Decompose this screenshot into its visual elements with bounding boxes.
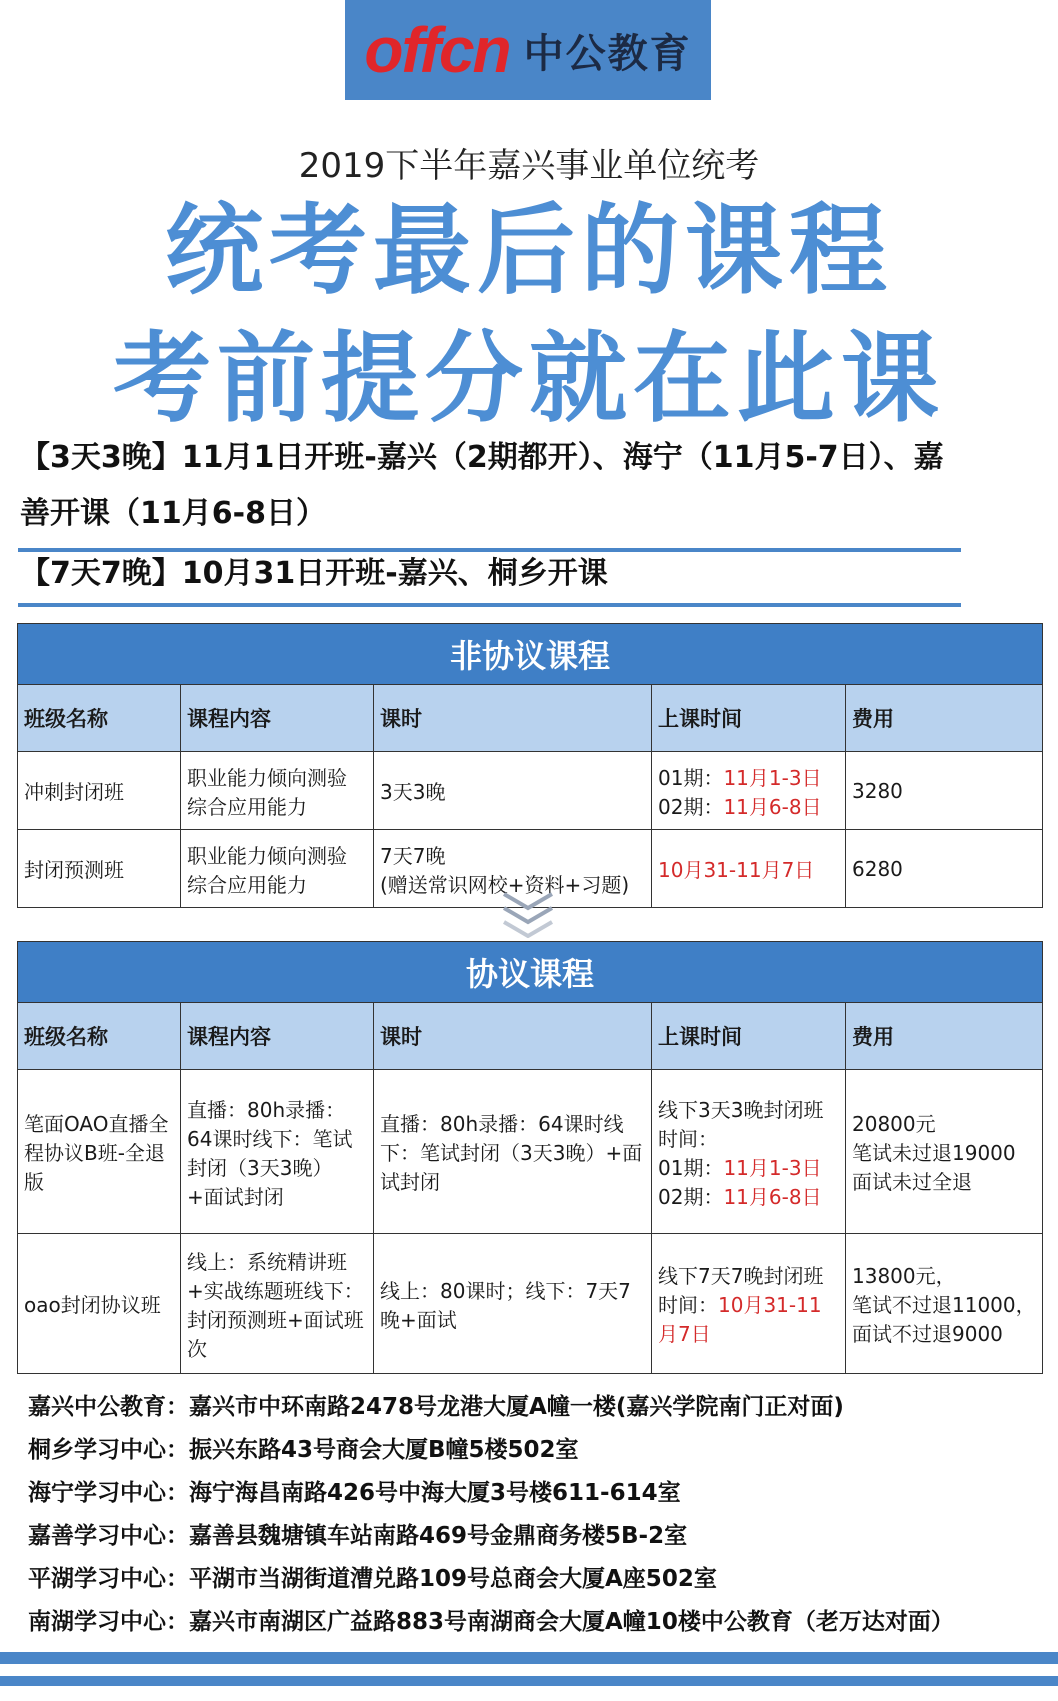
table-title: 协议课程	[18, 942, 1043, 1003]
column-header: 班级名称	[18, 685, 181, 752]
class-time: 01期：11月1-3日 02期：11月6-8日	[652, 752, 846, 830]
column-header: 上课时间	[652, 1003, 846, 1070]
column-header: 费用	[846, 1003, 1043, 1070]
column-header: 班级名称	[18, 1003, 181, 1070]
schedule-3day: 【3天3晚】11月1日开班-嘉兴（2期都开）、海宁（11月5-7日）、嘉善开课（11月6-8日）	[20, 440, 944, 531]
table-row	[18, 1070, 1043, 1234]
column-header: 上课时间	[652, 685, 846, 752]
course-content: 直播：80h录播：64课时线下：笔试封闭（3天3晚）+面试封闭	[181, 1070, 374, 1234]
address-line: 桐乡学习中心：振兴东路43号商会大厦B幢5楼502室	[28, 1437, 579, 1463]
non-agreement-course-table	[17, 623, 1043, 908]
divider	[18, 548, 961, 552]
course-content: 线上：系统精讲班+实战练题班线下：封闭预测班+面试班次	[181, 1234, 374, 1374]
course-fee: 13800元， 笔试不过退11000， 面试不过退9000	[846, 1234, 1043, 1374]
class-time: 10月31-11月7日	[652, 830, 846, 908]
address-line: 海宁学习中心：海宁海昌南路426号中海大厦3号楼611-614室	[28, 1480, 681, 1506]
brand-name: 中公教育	[523, 30, 692, 77]
column-header: 课时	[374, 685, 652, 752]
column-header: 课时	[374, 1003, 652, 1070]
course-content: 职业能力倾向测验 综合应用能力	[181, 830, 374, 908]
footer-bar	[0, 1652, 1058, 1664]
address-line: 嘉兴中公教育：嘉兴市中环南路2478号龙港大厦A幢一楼(嘉兴学院南门正对面)	[28, 1394, 844, 1420]
agreement-course-table	[17, 941, 1043, 1374]
offcn-logo-mark: offcn	[364, 14, 510, 86]
class-name: 冲刺封闭班	[18, 752, 181, 830]
footer-bar	[0, 1676, 1058, 1686]
class-name: 封闭预测班	[18, 830, 181, 908]
table-row	[18, 752, 1043, 830]
address-line: 嘉善学习中心：嘉善县魏塘镇车站南路469号金鼎商务楼5B-2室	[28, 1523, 688, 1549]
headline-line-1: 统考最后的课程	[164, 194, 893, 308]
class-name: 笔面OAO直播全程协议B班-全退版	[18, 1070, 181, 1234]
class-name: oao封闭协议班	[18, 1234, 181, 1374]
page-subtitle: 2019下半年嘉兴事业单位统考	[298, 146, 760, 186]
course-fee: 3280	[846, 752, 1043, 830]
course-hours: 3天3晚	[374, 752, 652, 830]
table-row	[18, 1234, 1043, 1374]
column-header: 课程内容	[181, 685, 374, 752]
course-fee: 6280	[846, 830, 1043, 908]
headline-line-2: 考前提分就在此课	[112, 322, 945, 436]
course-hours: 7天7晚 (赠送常识网校+资料+习题)	[374, 830, 652, 908]
brand-logo	[345, 0, 711, 100]
class-time: 线下7天7晚封闭班 时间：10月31-11月7日	[652, 1234, 846, 1374]
divider	[18, 603, 961, 607]
column-header: 费用	[846, 685, 1043, 752]
course-content: 职业能力倾向测验 综合应用能力	[181, 752, 374, 830]
address-line: 平湖学习中心：平湖市当湖街道漕兑路109号总商会大厦A座502室	[28, 1566, 717, 1592]
class-time: 线下3天3晚封闭班时间： 01期：11月1-3日 02期：11月6-8日	[652, 1070, 846, 1234]
schedule-7day: 【7天7晚】10月31日开班-嘉兴、桐乡开课	[20, 556, 608, 591]
table-title: 非协议课程	[18, 624, 1043, 685]
chevron-down-icon	[498, 888, 558, 938]
course-hours: 线上：80课时；线下：7天7晚+面试	[374, 1234, 652, 1374]
course-hours: 直播：80h录播：64课时线下：笔试封闭（3天3晚）+面试封闭	[374, 1070, 652, 1234]
address-line: 南湖学习中心：嘉兴市南湖区广益路883号南湖商会大厦A幢10楼中公教育（老万达对面）	[28, 1609, 954, 1635]
course-fee: 20800元 笔试未过退19000 面试未过全退	[846, 1070, 1043, 1234]
column-header: 课程内容	[181, 1003, 374, 1070]
